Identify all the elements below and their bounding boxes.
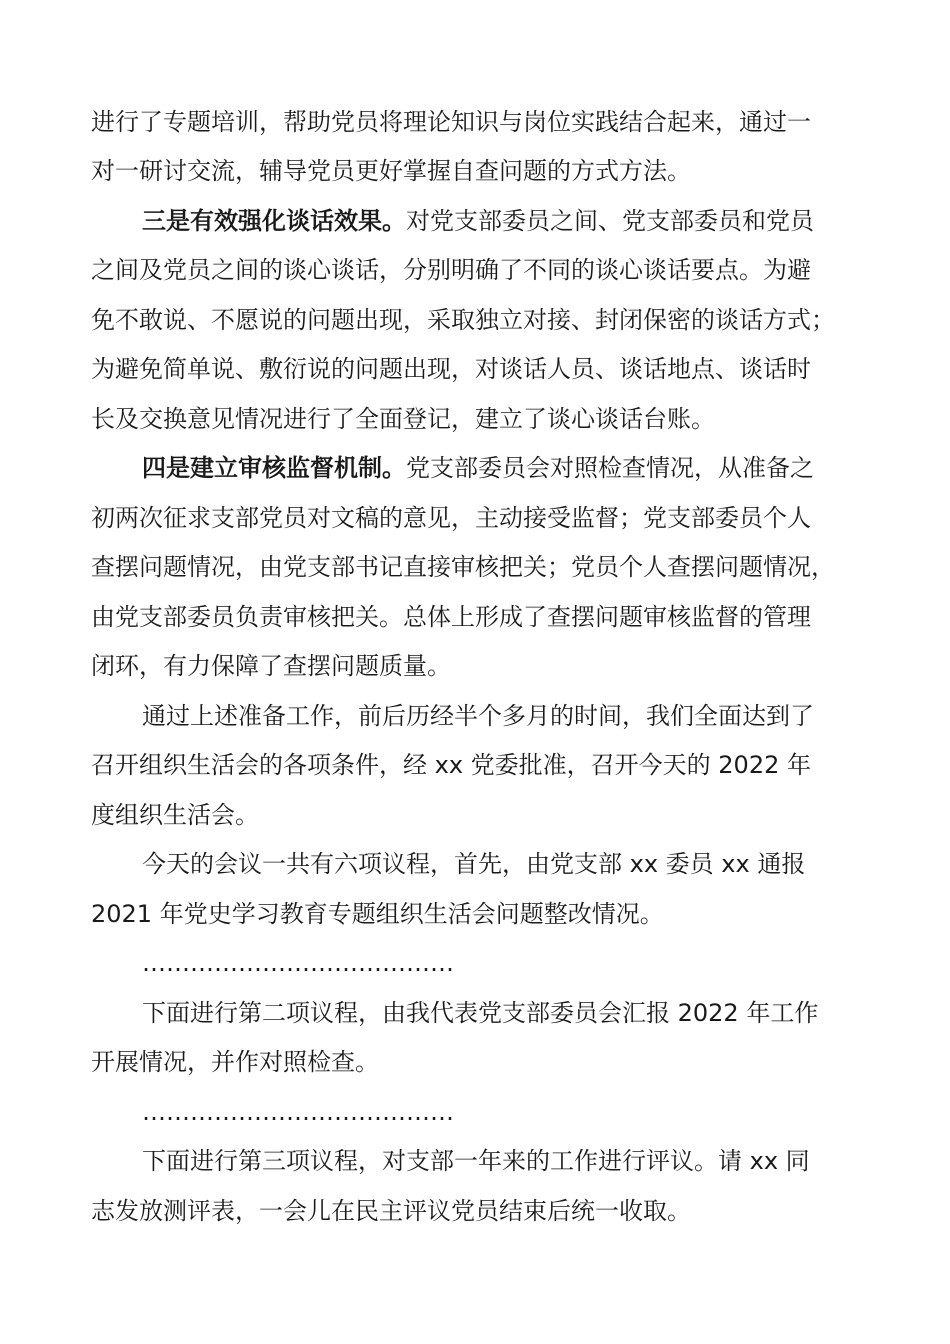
paragraph-line: 初两次征求支部党员对文稿的意见，主动接受监督；党支部委员个人 <box>91 504 811 532</box>
paragraph-text: 党支部委员会对照检查情况，从准备之 <box>406 454 814 482</box>
paragraph-line: 长及交换意见情况进行了全面登记，建立了谈心谈话台账。 <box>91 405 715 433</box>
paragraph-line: 闭环，有力保障了查摆问题质量。 <box>91 652 451 680</box>
paragraph-line: 为避免简单说、敷衍说的问题出现，对谈话人员、谈话地点、谈话时 <box>91 355 811 383</box>
paragraph-line: 下面进行第三项议程，对支部一年来的工作进行评议。请 xx 同 <box>142 1147 810 1175</box>
ellipsis-line: ………………………………… <box>142 949 454 977</box>
paragraph-line: 之间及党员之间的谈心谈话，分别明确了不同的谈心谈话要点。为避 <box>91 256 811 284</box>
paragraph-line: 开展情况，并作对照检查。 <box>91 1048 379 1076</box>
paragraph-line: 今天的会议一共有六项议程，首先，由党支部 xx 委员 xx 通报 <box>142 850 806 878</box>
paragraph-line: 度组织生活会。 <box>91 801 259 829</box>
paragraph-line: 2021 年党史学习教育专题组织生活会问题整改情况。 <box>91 900 664 928</box>
paragraph-text: 对党支部委员之间、党支部委员和党员 <box>406 207 814 235</box>
paragraph-line <box>142 453 814 483</box>
paragraph-line <box>142 206 814 236</box>
paragraph-line: 下面进行第二项议程，由我代表党支部委员会汇报 2022 年工作 <box>142 999 819 1027</box>
ellipsis-line: ………………………………… <box>142 1098 454 1126</box>
section-heading: 四是建立审核监督机制。 <box>142 454 406 482</box>
section-heading: 三是有效强化谈话效果。 <box>142 207 406 235</box>
paragraph-line: 通过上述准备工作，前后历经半个多月的时间，我们全面达到了 <box>142 702 814 730</box>
paragraph-line: 查摆问题情况，由党支部书记直接审核把关；党员个人查摆问题情况， <box>91 553 835 581</box>
paragraph-line: 志发放测评表，一会儿在民主评议党员结束后统一收取。 <box>91 1197 691 1225</box>
paragraph-line: 对一研讨交流，辅导党员更好掌握自查问题的方式方法。 <box>91 157 691 185</box>
paragraph-line: 免不敢说、不愿说的问题出现，采取独立对接、封闭保密的谈话方式； <box>91 306 835 334</box>
paragraph-line: 召开组织生活会的各项条件，经 xx 党委批准，召开今天的 2022 年 <box>91 751 811 779</box>
paragraph-line: 由党支部委员负责审核把关。总体上形成了查摆问题审核监督的管理 <box>91 603 811 631</box>
paragraph-line: 进行了专题培训，帮助党员将理论知识与岗位实践结合起来，通过一 <box>91 108 811 136</box>
